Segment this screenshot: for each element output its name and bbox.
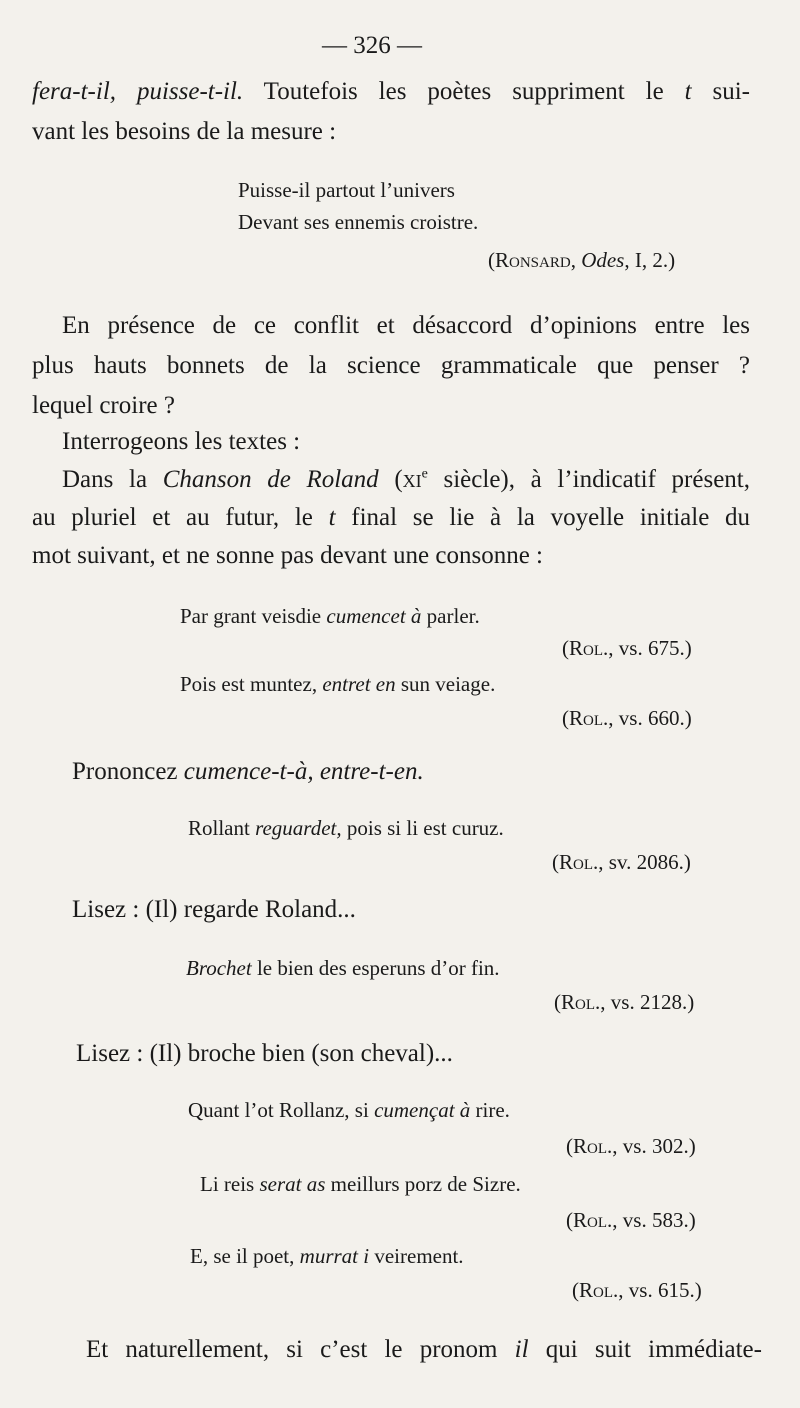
- italic-text: entret en: [322, 672, 396, 696]
- verse-line: Puisse-il partout l’univers: [238, 178, 455, 202]
- paragraph-line: lequel croire ?: [32, 392, 175, 419]
- text-run: pois si li est curuz.: [341, 816, 504, 840]
- italic-text: il: [514, 1336, 529, 1363]
- italic-text: serat as: [259, 1172, 326, 1196]
- citation: [552, 850, 691, 875]
- italic-text: t: [328, 504, 336, 531]
- text-run: Toutefois les poètes suppriment le: [243, 78, 685, 105]
- text-run: , sv. 2086.): [598, 850, 691, 874]
- work-abbrev: Rol.: [573, 1134, 613, 1158]
- text-run: ,: [570, 248, 582, 272]
- text-run: (: [566, 1208, 573, 1232]
- text-run: , vs. 660.): [608, 706, 692, 730]
- work-title: Odes: [581, 248, 625, 272]
- text-run: rire.: [470, 1098, 510, 1122]
- italic-text: cumencet à: [326, 604, 422, 628]
- page-number: — 326 —: [322, 32, 422, 59]
- text-run: Dans la: [62, 466, 163, 493]
- italic-text: cumençat à: [374, 1098, 471, 1122]
- work-abbrev: Rol.: [579, 1278, 619, 1302]
- text-run: (: [554, 990, 561, 1014]
- work-abbrev: Rol.: [561, 990, 601, 1014]
- text-run: Li reis: [200, 1172, 260, 1196]
- verse-line: [188, 1098, 510, 1123]
- text-run: (: [552, 850, 559, 874]
- text-run: meillurs porz de Sizre.: [325, 1172, 521, 1196]
- verse-line: [188, 816, 504, 841]
- text-run: (: [562, 636, 569, 660]
- italic-text: cumence-t-à, entre-t-en.: [183, 758, 424, 785]
- citation: [562, 636, 692, 661]
- text-run: (: [572, 1278, 579, 1302]
- paragraph-line: [72, 758, 424, 786]
- verse-line: [186, 956, 500, 981]
- verse-line: [180, 604, 480, 629]
- text-run: , vs. 2128.): [600, 990, 695, 1014]
- paragraph-line: Interrogeons les textes :: [62, 428, 301, 455]
- citation: [572, 1278, 702, 1303]
- text-run: Rollant: [188, 816, 256, 840]
- text-run: veirement.: [369, 1244, 464, 1268]
- author-name: Ronsard: [495, 248, 571, 272]
- verse-line: [200, 1172, 521, 1197]
- verse-line: [180, 672, 495, 697]
- text-run: sui-: [691, 78, 750, 105]
- paragraph-line: [32, 78, 750, 106]
- text-run: Par grant veisdie: [180, 604, 327, 628]
- paragraph-line: [86, 1336, 762, 1364]
- citation: [488, 248, 675, 273]
- work-abbrev: Rol.: [569, 706, 609, 730]
- text-run: (: [488, 248, 495, 272]
- text-run: Pois est muntez,: [180, 672, 323, 696]
- paragraph-line: Lisez : (Il) regarde Roland...: [72, 896, 356, 923]
- citation: [566, 1134, 696, 1159]
- work-abbrev: Rol.: [573, 1208, 613, 1232]
- verse-line: Devant ses ennemis croistre.: [238, 210, 479, 234]
- paragraph-line: plus hauts bonnets de la science grammaticale que penser ?: [32, 352, 750, 379]
- text-run: qui suit immédiate-: [528, 1336, 762, 1363]
- paragraph-line: [32, 504, 750, 532]
- paragraph-line: [62, 466, 750, 494]
- text-run: , vs. 675.): [608, 636, 692, 660]
- text-run: (: [566, 1134, 573, 1158]
- text-run: Prononcez: [72, 758, 184, 785]
- text-run: E, se il poet,: [190, 1244, 300, 1268]
- paragraph-line: Lisez : (Il) broche bien (son cheval)...: [76, 1040, 453, 1067]
- text-run: (: [378, 466, 403, 493]
- citation: [566, 1208, 696, 1233]
- paragraph-line: En présence de ce conflit et désaccord d’opinions entre les: [62, 312, 750, 339]
- italic-text: t: [684, 78, 692, 105]
- italic-text: Chanson de Roland: [162, 466, 379, 493]
- text-run: parler.: [421, 604, 480, 628]
- text-run: Quant l’ot Rollanz, si: [188, 1098, 375, 1122]
- text-run: , I, 2.): [624, 248, 676, 272]
- text-run: , vs. 615.): [618, 1278, 702, 1302]
- paragraph-line: mot suivant, et ne sonne pas devant une consonne :: [32, 542, 543, 569]
- century-numeral: xi: [402, 466, 422, 493]
- italic-text: murrat i: [299, 1244, 370, 1268]
- italic-text: reguardet,: [255, 816, 342, 840]
- work-abbrev: Rol.: [569, 636, 609, 660]
- text-run: , vs. 583.): [612, 1208, 696, 1232]
- verse-line: [190, 1244, 464, 1269]
- citation: [554, 990, 694, 1015]
- citation: [562, 706, 692, 731]
- italic-text: fera-t-il, puisse-t-il.: [32, 78, 244, 105]
- text-run: au pluriel et au futur, le: [32, 504, 329, 531]
- text-run: le bien des esperuns d’or fin.: [251, 956, 500, 980]
- text-run: (: [562, 706, 569, 730]
- text-run: Et naturellement, si c’est le pronom: [86, 1336, 515, 1363]
- paragraph-line: vant les besoins de la mesure :: [32, 118, 337, 145]
- text-run: final se lie à la voyelle initiale du: [335, 504, 750, 531]
- italic-text: Brochet: [186, 956, 252, 980]
- text-run: , vs. 302.): [612, 1134, 696, 1158]
- text-run: sun veiage.: [395, 672, 496, 696]
- superscript: e: [421, 466, 428, 482]
- text-run: siècle), à l’indicatif présent,: [427, 466, 751, 493]
- work-abbrev: Rol.: [559, 850, 599, 874]
